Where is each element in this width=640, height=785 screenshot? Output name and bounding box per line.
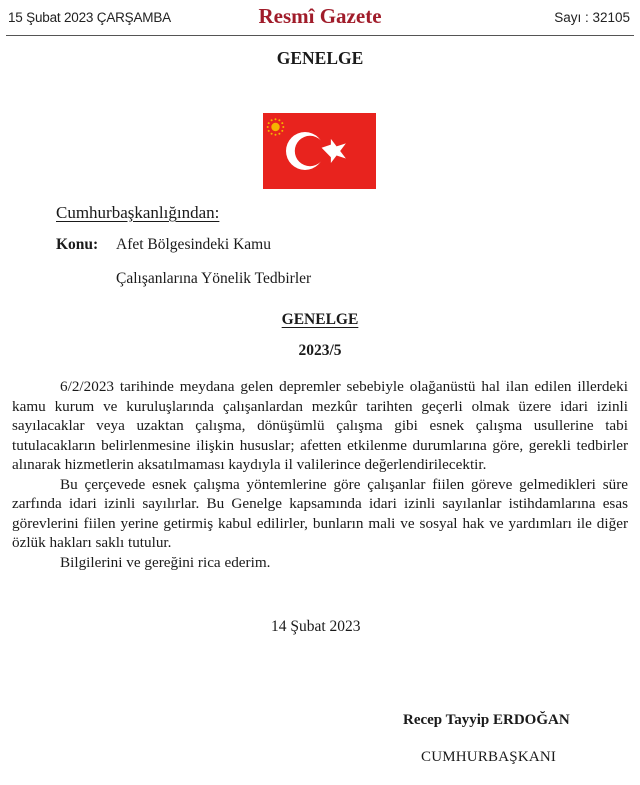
signer-title: CUMHURBAŞKANI xyxy=(421,749,557,765)
circular-body xyxy=(12,377,628,572)
publication-date: 15 Şubat 2023 ÇARŞAMBA xyxy=(8,10,171,25)
body-paragraph: 6/2/2023 tarihinde meydana gelen depremler sebebiyle olağanüstü hal ilan edilen illerdeki kamu kurum ve kuruluşlarında çalışanlardan mezkûr tarihten geçerli olmak üzere idari izinli sayılacaklar veya uzaktan çalışma, dönüşümlü çalışma gibi esnek çalışma usullerine tabi tutulacakların belirlenmesine ilişkin hususlar; afetten etkilenme durumlarına göre, gerekli tedbirler alınarak hizmetlerin aksatılmaması kaydıyla il valilerince değerlendirilecektir. xyxy=(12,378,628,473)
body-paragraph: Bu çerçevede esnek çalışma yöntemlerine göre çalışanlar fiilen göreve gelmedikleri süre zarfında idari izinli sayılırlar. Bu Genelge kapsamında idari izinli sayılanlar istihdamlarına esas görevlerini fiilen yerine getirmiş kabul edilirler, bunların mali ve sosyal hak ve yardımları ile diğer özlük hakları saklı tutulur. xyxy=(12,475,628,551)
circular-number: 2023/5 xyxy=(298,342,342,359)
header-divider xyxy=(6,35,634,36)
section-title: GENELGE xyxy=(276,48,364,68)
subject-text-line-1: Afet Bölgesindeki Kamu xyxy=(116,236,271,253)
issue-number: Sayı : 32105 xyxy=(554,10,630,25)
signer-name: Recep Tayyip ERDOĞAN xyxy=(403,712,570,728)
circular-title: GENELGE xyxy=(281,311,359,328)
turkish-presidential-flag-icon xyxy=(263,113,376,189)
signature-date: 14 Şubat 2023 xyxy=(271,618,361,635)
subject-label: Konu: xyxy=(56,236,99,253)
subject-text-line-2: Çalışanlarına Yönelik Tedbirler xyxy=(116,270,312,287)
gazette-header xyxy=(0,0,640,38)
issuing-authority: Cumhurbaşkanlığından: xyxy=(56,203,220,222)
gazette-title: Resmî Gazete xyxy=(258,4,382,28)
body-paragraph: Bilgilerini ve gereğini rica ederim. xyxy=(60,553,271,571)
